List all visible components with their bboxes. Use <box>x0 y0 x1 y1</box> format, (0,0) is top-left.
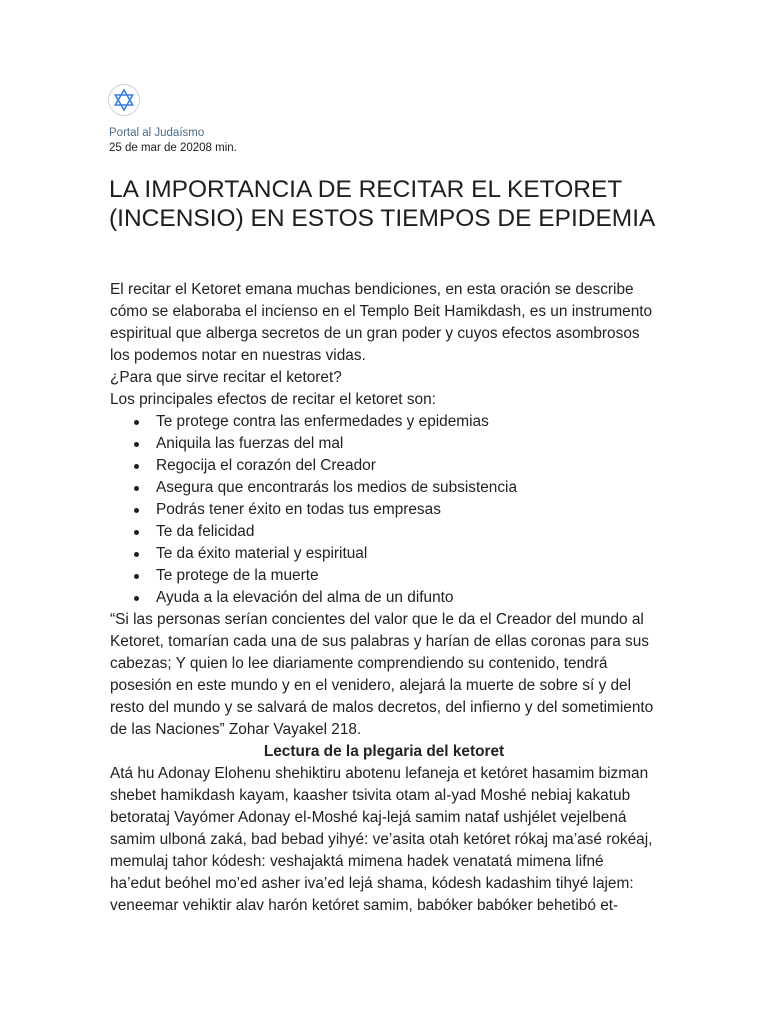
article-body <box>110 279 658 917</box>
list-item: Podrás tener éxito en todas tus empresas <box>156 499 658 521</box>
post-date: 25 de mar de 20208 min. <box>109 142 237 154</box>
list-item: Te protege de la muerte <box>156 565 658 587</box>
section-heading: Lectura de la plegaria del ketoret <box>263 743 505 760</box>
author-name[interactable]: Portal al Judaísmo <box>109 127 205 139</box>
list-item: Asegura que encontrarás los medios de subsistencia <box>156 477 658 499</box>
star-of-david-icon <box>112 88 136 112</box>
list-item: Te da felicidad <box>156 521 658 543</box>
list-item: Te da éxito material y espiritual <box>156 543 658 565</box>
question-line: ¿Para que sirve recitar el ketoret? <box>110 369 342 386</box>
effects-list <box>110 411 658 609</box>
post-meta <box>109 126 237 156</box>
prayer-text: Atá hu Adonay Elohenu shehiktiru abotenu lefaneja et ketóret hasamim bizman shebet hamikdash kayam, kaasher tsivita otam al-yad Moshé nebiaj kakatub betorataj Vayómer Adonay el-Moshé kaj-lejá samim nataf ushjélet vejelbená samim ulboná zaká, bad bebad yihyé: ve’asita otah ketóret rókaj ma’asé rokéaj, memulaj tahor kódesh: veshajaktá mimena hadek venatatá mimena lifné ha’edut beóhel mo’ed asher iva’ed lejá shama, kódesh kadashim tihyé lajem: veneemar vehiktir alav harón ketóret samim, babóker babóker behetibó et- <box>110 765 653 914</box>
zohar-quote: “Si las personas serían concientes del valor que le da el Creador del mundo al Ketoret, tomarían cada una de sus palabras y harían de ellas coronas para sus cabezas; Y quien lo lee diariamente comprendiendo su contenido, tendrá posesión en este mundo y en el venidero, alejará la muerte de sobre sí y del resto del mundo y se salvará de malos decretos, del infierno y del sometimiento de las Naciones” Zohar Vayakel 218. <box>110 611 654 738</box>
list-item: Ayuda a la elevación del alma de un difunto <box>156 587 658 609</box>
effects-intro: Los principales efectos de recitar el ketoret son: <box>110 391 436 408</box>
list-item: Regocija el corazón del Creador <box>156 455 658 477</box>
intro-paragraph: El recitar el Ketoret emana muchas bendiciones, en esta oración se describe cómo se elaboraba el incienso en el Templo Beit Hamikdash, es un instrumento espiritual que alberga secretos de un gran poder y cuyos efectos asombrosos los podemos notar en nuestras vidas. <box>110 281 653 364</box>
list-item: Te protege contra las enfermedades y epidemias <box>156 411 658 433</box>
list-item: Aniquila las fuerzas del mal <box>156 433 658 455</box>
page-title: LA IMPORTANCIA DE RECITAR EL KETORET (INCENSIO) EN ESTOS TIEMPOS DE EPIDEMIA <box>109 176 656 232</box>
portal-logo[interactable] <box>108 84 140 116</box>
